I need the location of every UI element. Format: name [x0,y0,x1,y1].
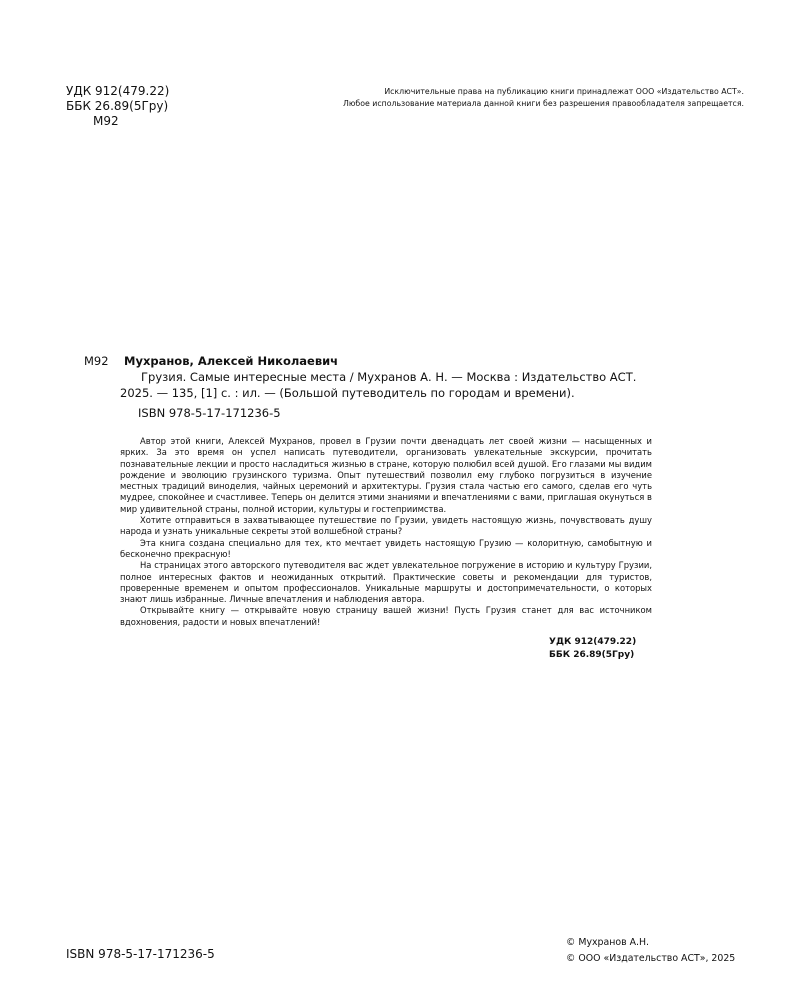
annotation-paragraph: Открывайте книгу — открывайте новую страницу вашей жизни! Пусть Грузия станет для вас источником вдохновения, радости и новых впечатлений! [120,605,652,627]
annotation [120,436,652,628]
udk-code-summary: УДК 912(479.22) [549,637,637,647]
bbk-code: ББК 26.89(5Гру) [66,99,169,113]
annotation-paragraph: На страницах этого авторского путеводителя вас ждет увлекательное погружение в историю и культуру Грузии, полное интересных фактов и неожиданных открытий. Практические советы и рекомендации для туристов, проверенные временем и опытом профессионалов. Уникальные маршруты и достопримечательности, о которых знают лишь избранные. Личные впечатления и наблюдения автора. [120,560,652,605]
record-description: Грузия. Самые интересные места / Мухранов А. Н. — Москва : Издательство АСТ. 2025. — 135, [1] с. : ил. — (Большой путеводитель по городам и времени). [120,370,637,400]
record-author-code: М92 [84,354,109,368]
classification-block [66,84,169,129]
rights-notice [330,86,744,110]
author-code: М92 [93,114,119,128]
annotation-paragraph: Эта книга создана специально для тех, кто мечтает увидеть настоящую Грузию — колоритную, самобытную и бесконечно прекрасную! [120,537,652,559]
annotation-paragraph: Автор этой книги, Алексей Мухранов, провел в Грузии почти двенадцать лет своей жизни — насыщенных и ярких. За это время он успел написать путеводители, организовать увлекательные экскурсии, прочитать познавательные лекции и просто насладиться жизнью в стране, которую полюбил всей душой. Его глазами мы видим рождение и эволюцию грузинского туризма. Опыт путешествий позволил ему глубоко погрузиться в изучение местных традиций виноделия, чайных церемоний и архитектуры. Грузия стала частью его самого, сделав его чуть мудрее, спокойнее и счастливее. Теперь он делится этими знаниями и впечатлениями с вами, приглашая окунуться в мир удивительной страны, полной истории, культуры и гостеприимства. [120,436,652,514]
copyright-publisher: © ООО «Издательство АСТ», 2025 [566,953,736,964]
classification-summary [549,636,636,662]
record-isbn: ISBN 978-5-17-171236-5 [138,406,281,420]
copyright-block [566,935,735,967]
udk-code: УДК 912(479.22) [66,84,170,98]
bbk-code-summary: ББК 26.89(5Гру) [549,650,635,660]
annotation-paragraph: Хотите отправиться в захватывающее путешествие по Грузии, увидеть настоящую жизнь, почувствовать душу народа и узнать уникальные секреты этой волшебной страны? [120,515,652,537]
record-author: Мухранов, Алексей Николаевич [124,354,339,368]
copyright-author: © Мухранов А.Н. [566,937,650,948]
rights-line-1: Исключительные права на публикацию книги принадлежат ООО «Издательство АСТ». [384,87,744,96]
rights-line-2: Любое использование материала данной книги без разрешения правообладателя запрещается. [342,99,744,108]
footer-isbn: ISBN 978-5-17-171236-5 [66,947,215,961]
